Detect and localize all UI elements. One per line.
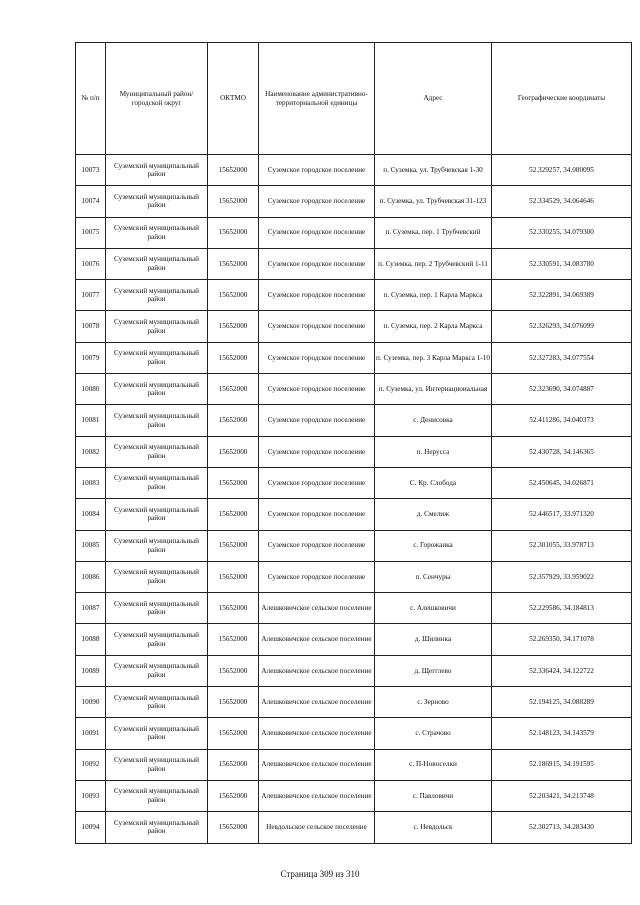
cell-num: 10093 <box>76 780 106 811</box>
cell-unit: Невдольское сельское поселение <box>259 812 375 843</box>
cell-unit: Суземское городское поселение <box>259 311 375 342</box>
cell-municipal: Суземский муниципальный район <box>106 780 208 811</box>
cell-unit: Суземское городское поселение <box>259 561 375 592</box>
table-row <box>76 655 632 686</box>
cell-municipal: Суземский муниципальный район <box>106 655 208 686</box>
cell-coords: 52.203421, 34.213748 <box>492 780 632 811</box>
cell-municipal: Суземский муниципальный район <box>106 405 208 436</box>
table-row <box>76 812 632 843</box>
cell-unit: Алешковичское сельское поселение <box>259 718 375 749</box>
header-coords: Географические координаты <box>492 43 632 155</box>
cell-municipal: Суземский муниципальный район <box>106 593 208 624</box>
table-row <box>76 530 632 561</box>
cell-oktmo: 15652000 <box>208 530 259 561</box>
table-row <box>76 186 632 217</box>
table-row <box>76 624 632 655</box>
cell-unit: Алешковичское сельское поселение <box>259 624 375 655</box>
cell-coords: 52.450645, 34.026871 <box>492 467 632 498</box>
cell-unit: Алешковичское сельское поселение <box>259 687 375 718</box>
cell-unit: Суземское городское поселение <box>259 436 375 467</box>
cell-unit: Алешковичское сельское поселение <box>259 655 375 686</box>
cell-unit: Алешковичское сельское поселение <box>259 749 375 780</box>
cell-coords: 52.322891, 34.069389 <box>492 280 632 311</box>
cell-oktmo: 15652000 <box>208 311 259 342</box>
cell-num: 10085 <box>76 530 106 561</box>
cell-oktmo: 15652000 <box>208 812 259 843</box>
cell-address: с. Алешковичи <box>375 593 492 624</box>
header-num: № п/п <box>76 43 106 155</box>
cell-address: с. Страчово <box>375 718 492 749</box>
cell-num: 10083 <box>76 467 106 498</box>
cell-num: 10077 <box>76 280 106 311</box>
table-row <box>76 217 632 248</box>
cell-coords: 52.323690, 34.074887 <box>492 374 632 405</box>
table-row <box>76 687 632 718</box>
cell-oktmo: 15652000 <box>208 186 259 217</box>
cell-oktmo: 15652000 <box>208 436 259 467</box>
table-row <box>76 436 632 467</box>
data-table <box>75 42 632 844</box>
cell-coords: 52.430728, 34.146365 <box>492 436 632 467</box>
cell-coords: 52.357929, 33.959022 <box>492 561 632 592</box>
cell-unit: Суземское городское поселение <box>259 342 375 373</box>
cell-oktmo: 15652000 <box>208 624 259 655</box>
cell-address: С. Кр. Слобода <box>375 467 492 498</box>
header-row <box>76 43 632 155</box>
cell-oktmo: 15652000 <box>208 687 259 718</box>
cell-municipal: Суземский муниципальный район <box>106 467 208 498</box>
cell-municipal: Суземский муниципальный район <box>106 499 208 530</box>
cell-coords: 52.330591, 34.083780 <box>492 248 632 279</box>
cell-municipal: Суземский муниципальный район <box>106 280 208 311</box>
cell-address: п. Суземка, пер. 2 Трубчевский 1-11 <box>375 248 492 279</box>
table-row <box>76 467 632 498</box>
cell-address: с. Зерново <box>375 687 492 718</box>
cell-num: 10092 <box>76 749 106 780</box>
table-row <box>76 311 632 342</box>
cell-address: п. Суземка, ул. Трубчевская 31-123 <box>375 186 492 217</box>
header-municipal: Муниципальный район/городской округ <box>106 43 208 155</box>
cell-coords: 52.446517, 33.971320 <box>492 499 632 530</box>
cell-oktmo: 15652000 <box>208 374 259 405</box>
cell-address: д. Шилинка <box>375 624 492 655</box>
cell-oktmo: 15652000 <box>208 155 259 186</box>
cell-municipal: Суземский муниципальный район <box>106 342 208 373</box>
cell-num: 10080 <box>76 374 106 405</box>
cell-num: 10086 <box>76 561 106 592</box>
cell-num: 10074 <box>76 186 106 217</box>
cell-num: 10076 <box>76 248 106 279</box>
cell-municipal: Суземский муниципальный район <box>106 687 208 718</box>
cell-oktmo: 15652000 <box>208 342 259 373</box>
cell-num: 10081 <box>76 405 106 436</box>
cell-num: 10088 <box>76 624 106 655</box>
cell-address: п. Суземка, пер. 3 Карла Маркса 1-10 <box>375 342 492 373</box>
cell-oktmo: 15652000 <box>208 248 259 279</box>
cell-num: 10090 <box>76 687 106 718</box>
cell-municipal: Суземский муниципальный район <box>106 436 208 467</box>
cell-coords: 52.326293, 34.076099 <box>492 311 632 342</box>
table-row <box>76 561 632 592</box>
cell-address: п. Суземка, пер. 1 Трубчевский <box>375 217 492 248</box>
cell-coords: 52.148123, 34.143579 <box>492 718 632 749</box>
cell-oktmo: 15652000 <box>208 467 259 498</box>
cell-unit: Суземское городское поселение <box>259 217 375 248</box>
cell-coords: 52.269350, 34.171078 <box>492 624 632 655</box>
cell-oktmo: 15652000 <box>208 217 259 248</box>
header-oktmo: ОКТМО <box>208 43 259 155</box>
cell-unit: Суземское городское поселение <box>259 467 375 498</box>
cell-municipal: Суземский муниципальный район <box>106 248 208 279</box>
table-row <box>76 780 632 811</box>
cell-municipal: Суземский муниципальный район <box>106 186 208 217</box>
table-row <box>76 593 632 624</box>
table-row <box>76 248 632 279</box>
cell-oktmo: 15652000 <box>208 405 259 436</box>
cell-address: п. Сенчуры <box>375 561 492 592</box>
cell-municipal: Суземский муниципальный район <box>106 155 208 186</box>
table-row <box>76 749 632 780</box>
cell-address: с. Невдольск <box>375 812 492 843</box>
cell-oktmo: 15652000 <box>208 655 259 686</box>
cell-num: 10075 <box>76 217 106 248</box>
header-address: Адрес <box>375 43 492 155</box>
cell-address: п. Суземка, ул. Трубчевская 1-30 <box>375 155 492 186</box>
cell-address: д. Смелиж <box>375 499 492 530</box>
cell-address: с. Денисовка <box>375 405 492 436</box>
cell-oktmo: 15652000 <box>208 499 259 530</box>
cell-oktmo: 15652000 <box>208 718 259 749</box>
header-unit: Наименование административно-территориальной единицы <box>259 43 375 155</box>
cell-num: 10073 <box>76 155 106 186</box>
cell-municipal: Суземский муниципальный район <box>106 561 208 592</box>
cell-coords: 52.411286, 34.040373 <box>492 405 632 436</box>
cell-unit: Суземское городское поселение <box>259 186 375 217</box>
cell-oktmo: 15652000 <box>208 593 259 624</box>
cell-coords: 52.301055, 33.978713 <box>492 530 632 561</box>
cell-unit: Суземское городское поселение <box>259 405 375 436</box>
table-row <box>76 155 632 186</box>
cell-oktmo: 15652000 <box>208 780 259 811</box>
cell-coords: 52.336424, 34.122722 <box>492 655 632 686</box>
cell-address: п. Суземка, пер. 2 Карла Маркса <box>375 311 492 342</box>
cell-coords: 52.330255, 34.079300 <box>492 217 632 248</box>
cell-address: с. Горожанка <box>375 530 492 561</box>
cell-coords: 52.302713, 34.283430 <box>492 812 632 843</box>
cell-unit: Алешковичское сельское поселение <box>259 593 375 624</box>
cell-address: п. Суземка, ул. Интернациональная <box>375 374 492 405</box>
cell-unit: Суземское городское поселение <box>259 155 375 186</box>
cell-unit: Суземское городское поселение <box>259 499 375 530</box>
cell-coords: 52.334529, 34.064646 <box>492 186 632 217</box>
cell-municipal: Суземский муниципальный район <box>106 812 208 843</box>
cell-unit: Суземское городское поселение <box>259 248 375 279</box>
table-row <box>76 374 632 405</box>
cell-num: 10091 <box>76 718 106 749</box>
cell-num: 10079 <box>76 342 106 373</box>
cell-municipal: Суземский муниципальный район <box>106 624 208 655</box>
cell-municipal: Суземский муниципальный район <box>106 749 208 780</box>
cell-address: п. Нерусса <box>375 436 492 467</box>
cell-unit: Алешковичское сельское поселение <box>259 780 375 811</box>
cell-unit: Суземское городское поселение <box>259 374 375 405</box>
cell-municipal: Суземский муниципальный район <box>106 374 208 405</box>
cell-municipal: Суземский муниципальный район <box>106 530 208 561</box>
cell-num: 10078 <box>76 311 106 342</box>
cell-address: д. Щегглево <box>375 655 492 686</box>
cell-coords: 52.186915, 34.191595 <box>492 749 632 780</box>
cell-coords: 52.329257, 34.080095 <box>492 155 632 186</box>
cell-coords: 52.194125, 34.088289 <box>492 687 632 718</box>
cell-coords: 52.229586, 34.184813 <box>492 593 632 624</box>
cell-unit: Суземское городское поселение <box>259 280 375 311</box>
cell-address: с. П-Новоселки <box>375 749 492 780</box>
table-row <box>76 405 632 436</box>
cell-oktmo: 15652000 <box>208 280 259 311</box>
cell-num: 10087 <box>76 593 106 624</box>
cell-municipal: Суземский муниципальный район <box>106 217 208 248</box>
cell-num: 10084 <box>76 499 106 530</box>
cell-municipal: Суземский муниципальный район <box>106 718 208 749</box>
cell-oktmo: 15652000 <box>208 749 259 780</box>
cell-num: 10082 <box>76 436 106 467</box>
page-footer: Страница 309 из 310 <box>280 869 360 879</box>
cell-address: п. Суземка, пер. 1 Карла Маркса <box>375 280 492 311</box>
cell-unit: Суземское городское поселение <box>259 530 375 561</box>
cell-municipal: Суземский муниципальный район <box>106 311 208 342</box>
cell-coords: 52.327283, 34.077554 <box>492 342 632 373</box>
cell-address: с. Павловичи <box>375 780 492 811</box>
cell-num: 10094 <box>76 812 106 843</box>
table-row <box>76 499 632 530</box>
cell-oktmo: 15652000 <box>208 561 259 592</box>
table-row <box>76 342 632 373</box>
table-row <box>76 718 632 749</box>
cell-num: 10089 <box>76 655 106 686</box>
table-row <box>76 280 632 311</box>
